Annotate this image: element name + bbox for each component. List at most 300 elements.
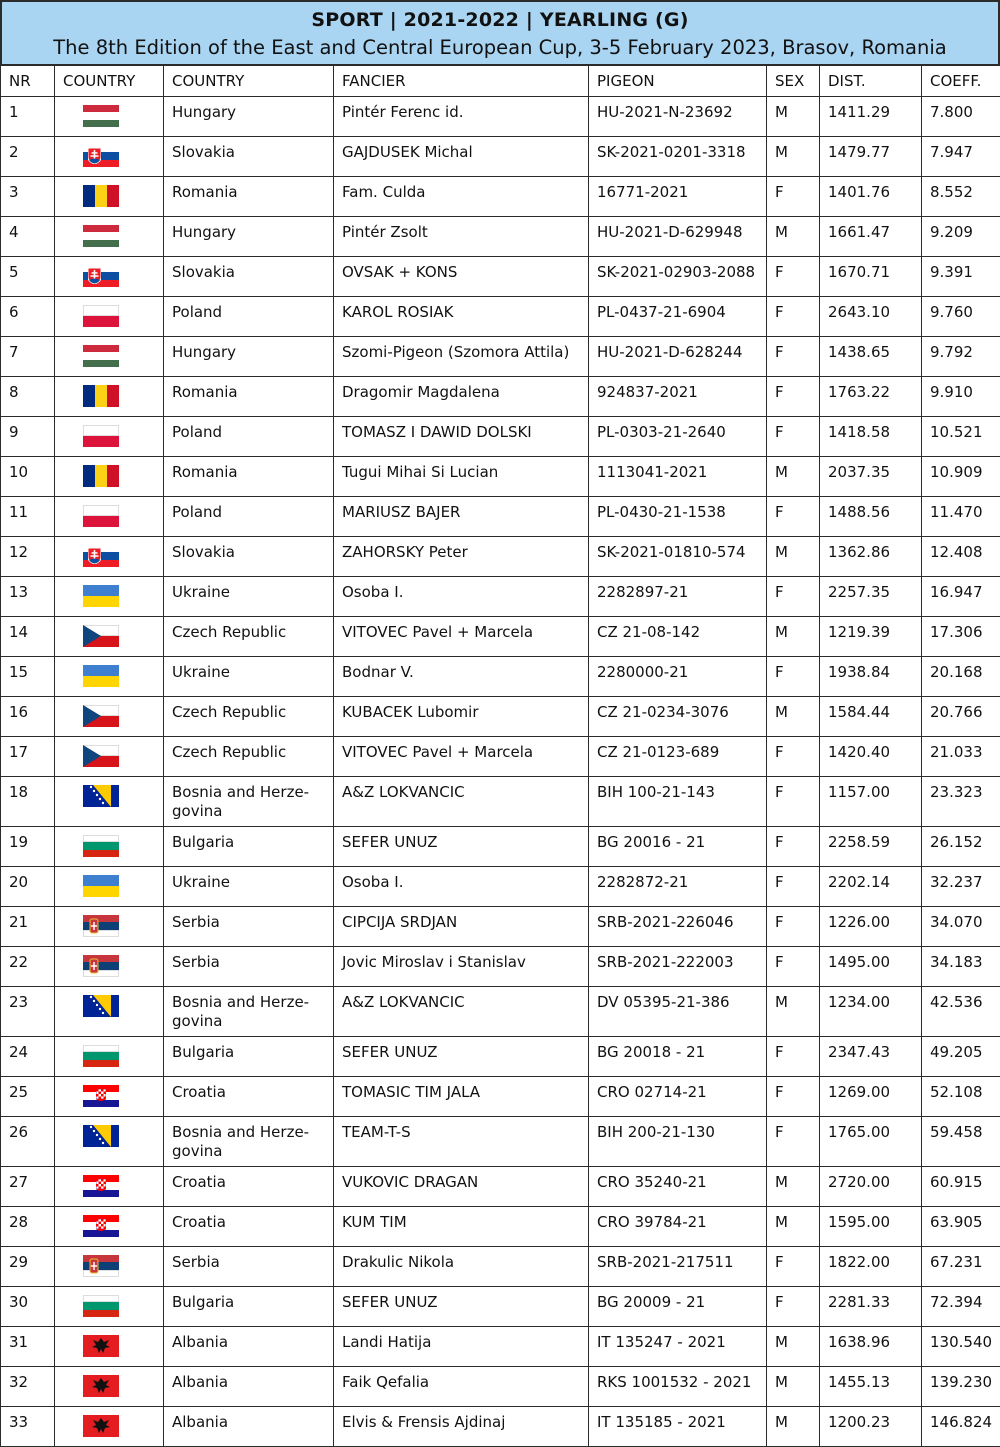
page-title: SPORT | 2021-2022 | YEARLING (G) xyxy=(2,6,998,34)
row-coeff: 63.905 xyxy=(922,1207,1000,1247)
row-dist: 1411.29 xyxy=(820,97,922,137)
row-sex: M xyxy=(767,1207,820,1247)
czech-flag-icon xyxy=(83,705,119,727)
row-pigeon: CRO 39784-21 xyxy=(589,1207,767,1247)
row-dist: 1157.00 xyxy=(820,777,922,827)
row-fancier: Bodnar V. xyxy=(334,657,589,697)
row-sex: F xyxy=(767,377,820,417)
row-pigeon: SK-2021-0201-3318 xyxy=(589,137,767,177)
row-fancier: SEFER UNUZ xyxy=(334,827,589,867)
row-coeff: 10.521 xyxy=(922,417,1000,457)
table-row xyxy=(1,1207,1000,1247)
row-coeff: 9.209 xyxy=(922,217,1000,257)
col-header-nr: NR xyxy=(1,66,55,97)
table-row xyxy=(1,617,1000,657)
table-row xyxy=(1,537,1000,577)
bulgaria-flag-icon xyxy=(83,1045,119,1067)
row-fancier: VITOVEC Pavel + Marcela xyxy=(334,737,589,777)
row-country: Hungary xyxy=(164,217,334,257)
table-row xyxy=(1,987,1000,1037)
row-pigeon: PL-0430-21-1538 xyxy=(589,497,767,537)
col-header-country-flag: COUNTRY xyxy=(55,66,164,97)
row-sex: M xyxy=(767,987,820,1037)
row-coeff: 17.306 xyxy=(922,617,1000,657)
row-country: Croatia xyxy=(164,1207,334,1247)
row-dist: 1219.39 xyxy=(820,617,922,657)
row-flag xyxy=(55,987,164,1037)
table-row xyxy=(1,1117,1000,1167)
row-fancier: KAROL ROSIAK xyxy=(334,297,589,337)
row-coeff: 9.760 xyxy=(922,297,1000,337)
row-sex: M xyxy=(767,1367,820,1407)
row-dist: 1661.47 xyxy=(820,217,922,257)
row-coeff: 20.766 xyxy=(922,697,1000,737)
row-pigeon: SRB-2021-222003 xyxy=(589,947,767,987)
row-nr: 4 xyxy=(1,217,55,257)
row-fancier: Fam. Culda xyxy=(334,177,589,217)
row-country: Bosnia and Herze- govina xyxy=(164,777,334,827)
ukraine-flag-icon xyxy=(83,665,119,687)
row-sex: F xyxy=(767,337,820,377)
row-fancier: MARIUSZ BAJER xyxy=(334,497,589,537)
row-country: Poland xyxy=(164,497,334,537)
row-dist: 2281.33 xyxy=(820,1287,922,1327)
row-nr: 31 xyxy=(1,1327,55,1367)
row-nr: 22 xyxy=(1,947,55,987)
table-row xyxy=(1,297,1000,337)
romania-flag-icon xyxy=(83,385,119,407)
row-sex: F xyxy=(767,1077,820,1117)
row-sex: F xyxy=(767,497,820,537)
row-coeff: 11.470 xyxy=(922,497,1000,537)
row-nr: 28 xyxy=(1,1207,55,1247)
row-country: Czech Republic xyxy=(164,617,334,657)
row-flag xyxy=(55,737,164,777)
row-nr: 10 xyxy=(1,457,55,497)
table-row xyxy=(1,417,1000,457)
row-flag xyxy=(55,1117,164,1167)
title-banner xyxy=(0,0,1000,66)
row-dist: 1455.13 xyxy=(820,1367,922,1407)
row-fancier: A&Z LOKVANCIC xyxy=(334,777,589,827)
row-pigeon: HU-2021-N-23692 xyxy=(589,97,767,137)
row-dist: 1234.00 xyxy=(820,987,922,1037)
row-fancier: Drakulic Nikola xyxy=(334,1247,589,1287)
row-pigeon: CRO 35240-21 xyxy=(589,1167,767,1207)
bosnia-flag-icon xyxy=(83,1125,119,1147)
row-pigeon: SK-2021-01810-574 xyxy=(589,537,767,577)
row-nr: 29 xyxy=(1,1247,55,1287)
row-pigeon: 2282897-21 xyxy=(589,577,767,617)
row-country: Slovakia xyxy=(164,137,334,177)
row-coeff: 9.391 xyxy=(922,257,1000,297)
row-fancier: VITOVEC Pavel + Marcela xyxy=(334,617,589,657)
row-dist: 1595.00 xyxy=(820,1207,922,1247)
col-header-pigeon: PIGEON xyxy=(589,66,767,97)
row-country: Poland xyxy=(164,297,334,337)
table-row xyxy=(1,1037,1000,1077)
table-row xyxy=(1,827,1000,867)
row-fancier: Szomi-Pigeon (Szomora Attila) xyxy=(334,337,589,377)
row-pigeon: CRO 02714-21 xyxy=(589,1077,767,1117)
row-coeff: 60.915 xyxy=(922,1167,1000,1207)
row-nr: 13 xyxy=(1,577,55,617)
row-country: Croatia xyxy=(164,1167,334,1207)
row-nr: 27 xyxy=(1,1167,55,1207)
table-row xyxy=(1,97,1000,137)
row-dist: 1822.00 xyxy=(820,1247,922,1287)
row-nr: 20 xyxy=(1,867,55,907)
row-country: Czech Republic xyxy=(164,737,334,777)
row-flag xyxy=(55,497,164,537)
czech-flag-icon xyxy=(83,625,119,647)
row-fancier: CIPCIJA SRDJAN xyxy=(334,907,589,947)
row-pigeon: RKS 1001532 - 2021 xyxy=(589,1367,767,1407)
ukraine-flag-icon xyxy=(83,585,119,607)
row-country: Albania xyxy=(164,1327,334,1367)
row-coeff: 34.070 xyxy=(922,907,1000,947)
row-pigeon: BIH 100-21-143 xyxy=(589,777,767,827)
ukraine-flag-icon xyxy=(83,875,119,897)
row-fancier: KUBACEK Lubomir xyxy=(334,697,589,737)
row-sex: M xyxy=(767,537,820,577)
row-fancier: A&Z LOKVANCIC xyxy=(334,987,589,1037)
row-sex: F xyxy=(767,947,820,987)
row-coeff: 21.033 xyxy=(922,737,1000,777)
row-fancier: Pintér Zsolt xyxy=(334,217,589,257)
row-dist: 2720.00 xyxy=(820,1167,922,1207)
row-nr: 7 xyxy=(1,337,55,377)
row-fancier: TEAM-T-S xyxy=(334,1117,589,1167)
col-header-fancier: FANCIER xyxy=(334,66,589,97)
row-fancier: Osoba I. xyxy=(334,867,589,907)
row-coeff: 7.800 xyxy=(922,97,1000,137)
row-pigeon: CZ 21-0234-3076 xyxy=(589,697,767,737)
row-nr: 19 xyxy=(1,827,55,867)
col-header-sex: SEX xyxy=(767,66,820,97)
row-dist: 1938.84 xyxy=(820,657,922,697)
row-country: Czech Republic xyxy=(164,697,334,737)
albania-flag-icon xyxy=(83,1335,119,1357)
row-sex: F xyxy=(767,827,820,867)
table-row xyxy=(1,137,1000,177)
row-flag xyxy=(55,617,164,657)
row-pigeon: SRB-2021-217511 xyxy=(589,1247,767,1287)
table-row xyxy=(1,577,1000,617)
slovakia-flag-icon xyxy=(83,265,119,287)
row-flag xyxy=(55,537,164,577)
row-sex: M xyxy=(767,137,820,177)
col-header-dist: DIST. xyxy=(820,66,922,97)
row-flag xyxy=(55,577,164,617)
row-country: Romania xyxy=(164,377,334,417)
row-country: Croatia xyxy=(164,1077,334,1117)
row-sex: M xyxy=(767,1407,820,1447)
row-flag xyxy=(55,1207,164,1247)
row-dist: 2643.10 xyxy=(820,297,922,337)
row-fancier: TOMASZ I DAWID DOLSKI xyxy=(334,417,589,457)
row-country: Bosnia and Herze- govina xyxy=(164,1117,334,1167)
row-dist: 2258.59 xyxy=(820,827,922,867)
row-country: Bosnia and Herze- govina xyxy=(164,987,334,1037)
row-flag xyxy=(55,257,164,297)
row-country: Romania xyxy=(164,457,334,497)
bosnia-flag-icon xyxy=(83,785,119,807)
slovakia-flag-icon xyxy=(83,545,119,567)
row-sex: F xyxy=(767,177,820,217)
row-nr: 33 xyxy=(1,1407,55,1447)
row-pigeon: BG 20018 - 21 xyxy=(589,1037,767,1077)
romania-flag-icon xyxy=(83,185,119,207)
row-flag xyxy=(55,907,164,947)
row-coeff: 32.237 xyxy=(922,867,1000,907)
table-row xyxy=(1,1077,1000,1117)
row-flag xyxy=(55,1167,164,1207)
row-nr: 1 xyxy=(1,97,55,137)
row-fancier: ZAHORSKY Peter xyxy=(334,537,589,577)
row-coeff: 20.168 xyxy=(922,657,1000,697)
row-fancier: Elvis & Frensis Ajdinaj xyxy=(334,1407,589,1447)
row-pigeon: 924837-2021 xyxy=(589,377,767,417)
row-coeff: 130.540 xyxy=(922,1327,1000,1367)
row-fancier: Dragomir Magdalena xyxy=(334,377,589,417)
row-dist: 2202.14 xyxy=(820,867,922,907)
row-flag xyxy=(55,657,164,697)
row-dist: 1495.00 xyxy=(820,947,922,987)
row-country: Bulgaria xyxy=(164,1287,334,1327)
row-nr: 2 xyxy=(1,137,55,177)
row-flag xyxy=(55,697,164,737)
row-nr: 24 xyxy=(1,1037,55,1077)
row-nr: 11 xyxy=(1,497,55,537)
row-flag xyxy=(55,1247,164,1287)
bosnia-flag-icon xyxy=(83,995,119,1017)
row-country: Bulgaria xyxy=(164,1037,334,1077)
row-flag xyxy=(55,1327,164,1367)
row-pigeon: PL-0437-21-6904 xyxy=(589,297,767,337)
row-sex: M xyxy=(767,217,820,257)
row-sex: M xyxy=(767,697,820,737)
table-row xyxy=(1,177,1000,217)
albania-flag-icon xyxy=(83,1415,119,1437)
croatia-flag-icon xyxy=(83,1215,119,1237)
row-coeff: 9.910 xyxy=(922,377,1000,417)
row-nr: 30 xyxy=(1,1287,55,1327)
table-row xyxy=(1,947,1000,987)
row-fancier: KUM TIM xyxy=(334,1207,589,1247)
row-nr: 32 xyxy=(1,1367,55,1407)
row-sex: F xyxy=(767,297,820,337)
row-nr: 15 xyxy=(1,657,55,697)
row-flag xyxy=(55,457,164,497)
row-country: Hungary xyxy=(164,337,334,377)
row-nr: 23 xyxy=(1,987,55,1037)
row-nr: 14 xyxy=(1,617,55,657)
table-row xyxy=(1,1407,1000,1447)
row-pigeon: BIH 200-21-130 xyxy=(589,1117,767,1167)
row-nr: 12 xyxy=(1,537,55,577)
row-fancier: Landi Hatija xyxy=(334,1327,589,1367)
table-header-row xyxy=(1,66,1000,97)
row-dist: 1200.23 xyxy=(820,1407,922,1447)
row-country: Ukraine xyxy=(164,657,334,697)
row-pigeon: CZ 21-0123-689 xyxy=(589,737,767,777)
row-dist: 1362.86 xyxy=(820,537,922,577)
row-dist: 1438.65 xyxy=(820,337,922,377)
results-table xyxy=(0,65,1000,1447)
slovakia-flag-icon xyxy=(83,145,119,167)
row-dist: 1638.96 xyxy=(820,1327,922,1367)
row-coeff: 34.183 xyxy=(922,947,1000,987)
row-coeff: 12.408 xyxy=(922,537,1000,577)
row-flag xyxy=(55,1287,164,1327)
row-pigeon: SK-2021-02903-2088 xyxy=(589,257,767,297)
serbia-flag-icon xyxy=(83,915,119,937)
hungary-flag-icon xyxy=(83,225,119,247)
albania-flag-icon xyxy=(83,1375,119,1397)
table-row xyxy=(1,737,1000,777)
row-fancier: OVSAK + KONS xyxy=(334,257,589,297)
row-nr: 17 xyxy=(1,737,55,777)
row-flag xyxy=(55,337,164,377)
row-country: Romania xyxy=(164,177,334,217)
row-country: Serbia xyxy=(164,1247,334,1287)
table-row xyxy=(1,1287,1000,1327)
row-flag xyxy=(55,297,164,337)
table-row xyxy=(1,1167,1000,1207)
row-dist: 1584.44 xyxy=(820,697,922,737)
row-sex: F xyxy=(767,737,820,777)
row-pigeon: BG 20009 - 21 xyxy=(589,1287,767,1327)
row-nr: 9 xyxy=(1,417,55,457)
row-dist: 1269.00 xyxy=(820,1077,922,1117)
row-fancier: SEFER UNUZ xyxy=(334,1287,589,1327)
row-flag xyxy=(55,1077,164,1117)
bulgaria-flag-icon xyxy=(83,835,119,857)
row-fancier: Faik Qefalia xyxy=(334,1367,589,1407)
row-nr: 25 xyxy=(1,1077,55,1117)
row-flag xyxy=(55,867,164,907)
row-sex: F xyxy=(767,867,820,907)
row-country: Ukraine xyxy=(164,867,334,907)
row-fancier: VUKOVIC DRAGAN xyxy=(334,1167,589,1207)
row-sex: F xyxy=(767,657,820,697)
row-pigeon: 1113041-2021 xyxy=(589,457,767,497)
row-flag xyxy=(55,217,164,257)
table-row xyxy=(1,337,1000,377)
row-dist: 1226.00 xyxy=(820,907,922,947)
romania-flag-icon xyxy=(83,465,119,487)
row-flag xyxy=(55,777,164,827)
table-row xyxy=(1,257,1000,297)
row-pigeon: HU-2021-D-628244 xyxy=(589,337,767,377)
row-pigeon: 16771-2021 xyxy=(589,177,767,217)
row-pigeon: PL-0303-21-2640 xyxy=(589,417,767,457)
row-nr: 3 xyxy=(1,177,55,217)
row-fancier: Jovic Miroslav i Stanislav xyxy=(334,947,589,987)
row-country: Albania xyxy=(164,1367,334,1407)
table-row xyxy=(1,777,1000,827)
row-sex: F xyxy=(767,777,820,827)
row-pigeon: 2280000-21 xyxy=(589,657,767,697)
row-flag xyxy=(55,827,164,867)
row-fancier: Tugui Mihai Si Lucian xyxy=(334,457,589,497)
table-row xyxy=(1,377,1000,417)
row-sex: F xyxy=(767,577,820,617)
row-coeff: 146.824 xyxy=(922,1407,1000,1447)
row-flag xyxy=(55,97,164,137)
table-row xyxy=(1,1367,1000,1407)
row-nr: 21 xyxy=(1,907,55,947)
row-pigeon: IT 135185 - 2021 xyxy=(589,1407,767,1447)
hungary-flag-icon xyxy=(83,345,119,367)
row-sex: F xyxy=(767,257,820,297)
row-flag xyxy=(55,377,164,417)
row-dist: 1479.77 xyxy=(820,137,922,177)
hungary-flag-icon xyxy=(83,105,119,127)
poland-flag-icon xyxy=(83,425,119,447)
row-flag xyxy=(55,1407,164,1447)
row-pigeon: CZ 21-08-142 xyxy=(589,617,767,657)
row-sex: M xyxy=(767,97,820,137)
table-row xyxy=(1,457,1000,497)
croatia-flag-icon xyxy=(83,1175,119,1197)
row-fancier: TOMASIC TIM JALA xyxy=(334,1077,589,1117)
row-country: Bulgaria xyxy=(164,827,334,867)
czech-flag-icon xyxy=(83,745,119,767)
poland-flag-icon xyxy=(83,305,119,327)
row-pigeon: DV 05395-21-386 xyxy=(589,987,767,1037)
table-row xyxy=(1,1327,1000,1367)
row-country: Serbia xyxy=(164,907,334,947)
table-row xyxy=(1,497,1000,537)
row-dist: 2347.43 xyxy=(820,1037,922,1077)
row-country: Slovakia xyxy=(164,257,334,297)
table-row xyxy=(1,217,1000,257)
row-dist: 1488.56 xyxy=(820,497,922,537)
table-row xyxy=(1,907,1000,947)
bulgaria-flag-icon xyxy=(83,1295,119,1317)
row-flag xyxy=(55,947,164,987)
row-coeff: 42.536 xyxy=(922,987,1000,1037)
row-sex: F xyxy=(767,417,820,457)
table-row xyxy=(1,697,1000,737)
row-nr: 26 xyxy=(1,1117,55,1167)
row-sex: F xyxy=(767,907,820,947)
serbia-flag-icon xyxy=(83,955,119,977)
row-coeff: 139.230 xyxy=(922,1367,1000,1407)
row-dist: 1420.40 xyxy=(820,737,922,777)
row-pigeon: IT 135247 - 2021 xyxy=(589,1327,767,1367)
row-sex: M xyxy=(767,617,820,657)
row-country: Ukraine xyxy=(164,577,334,617)
row-fancier: SEFER UNUZ xyxy=(334,1037,589,1077)
row-coeff: 26.152 xyxy=(922,827,1000,867)
row-fancier: GAJDUSEK Michal xyxy=(334,137,589,177)
row-flag xyxy=(55,417,164,457)
table-row xyxy=(1,657,1000,697)
row-country: Poland xyxy=(164,417,334,457)
row-nr: 8 xyxy=(1,377,55,417)
row-nr: 18 xyxy=(1,777,55,827)
row-flag xyxy=(55,1037,164,1077)
row-coeff: 72.394 xyxy=(922,1287,1000,1327)
row-sex: F xyxy=(767,1117,820,1167)
row-sex: M xyxy=(767,457,820,497)
row-coeff: 59.458 xyxy=(922,1117,1000,1167)
col-header-country-name: COUNTRY xyxy=(164,66,334,97)
row-coeff: 23.323 xyxy=(922,777,1000,827)
